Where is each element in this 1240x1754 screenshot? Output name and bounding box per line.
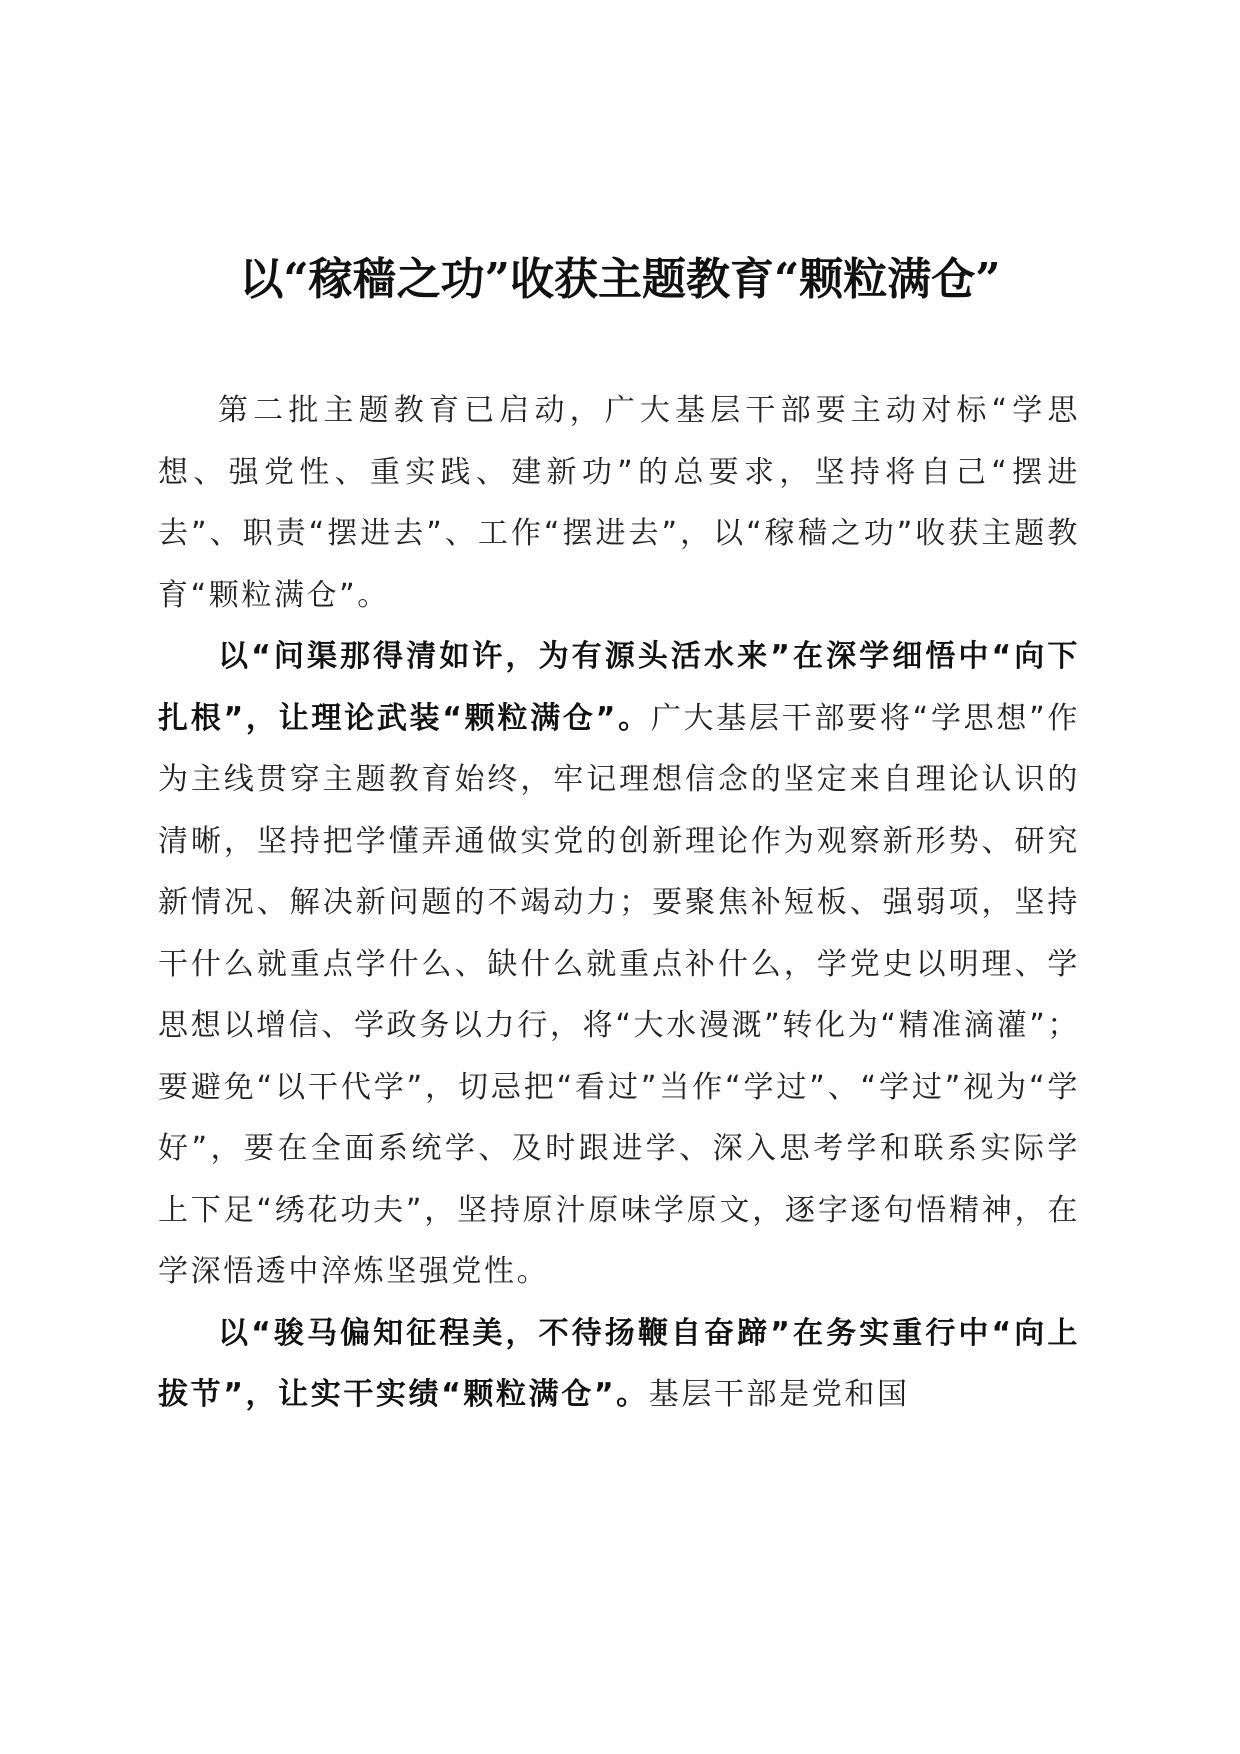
paragraph-lead: 以“骏马偏知征程美，不待扬鞭自奋蹄”在务实重行中“向上拔节”，让实干实绩“颗粒满仓”。 [158,1315,1080,1412]
paragraph-intro [158,380,1080,626]
paragraph-practice [158,1303,1080,1426]
paragraph-lead: 以“问渠那得清如许，为有源头活水来”在深学细悟中“向下扎根”，让理论武装“颗粒满仓”。 [158,639,1080,736]
paragraph-theory [158,626,1080,1303]
paragraph-text: 基层干部是党和国 [648,1377,910,1412]
document-body [158,380,1080,1426]
document-title: 以“稼穑之功”收获主题教育“颗粒满仓” [239,254,1001,305]
paragraph-text: 广大基层干部要将“学思想”作为主线贯穿主题教育始终，牢记理想信念的坚定来自理论认识的清晰，坚持把学懂弄通做实党的创新理论作为观察新形势、研究新情况、解决新问题的不竭动力；要聚焦补短板、强弱项，坚持干什么就重点学什么、缺什么就重点补什么，学党史以明理、学思想以增信、学政务以力行，将“大水漫溉”转化为“精准滴灌”；要避免“以干代学”，切忌把“看过”当作“学过”、“学过”视为“学好”，要在全面系统学、及时跟进学、深入思考学和联系实际学上下足“绣花功夫”，坚持原汁原味学原文，逐字逐句悟精神，在学深悟透中淬炼坚强党性。 [158,700,1080,1289]
paragraph-text: 第二批主题教育已启动，广大基层干部要主动对标“学思想、强党性、重实践、建新功”的总要求，坚持将自己“摆进去”、职责“摆进去”、工作“摆进去”，以“稼穑之功”收获主题教育“颗粒满仓”。 [158,393,1080,613]
